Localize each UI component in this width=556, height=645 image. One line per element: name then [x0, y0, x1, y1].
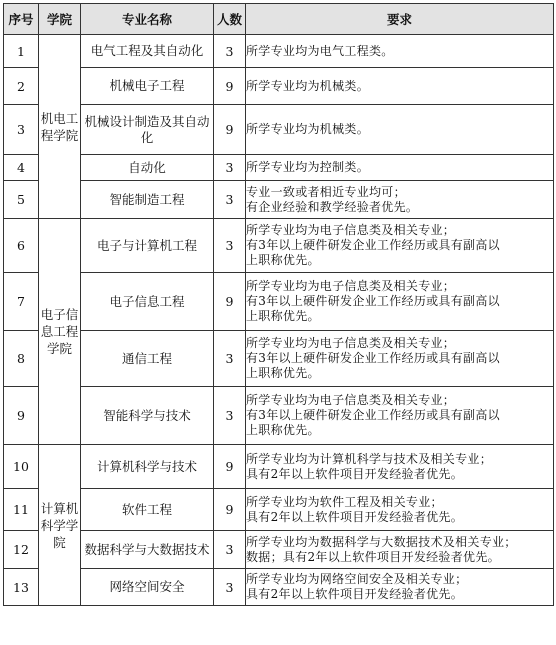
requirement-line: 具有2年以上软件项目开发经验者优先。: [246, 509, 464, 524]
row-number: 1: [4, 35, 39, 68]
headcount: 9: [214, 68, 246, 105]
headcount: 3: [214, 531, 246, 569]
requirements: [246, 569, 554, 606]
requirement-line: 所学专业均为数据科学与大数据技术及相关专业；: [246, 534, 517, 549]
table-row: [4, 68, 554, 105]
header-row: [4, 4, 554, 35]
requirements: [246, 181, 554, 219]
row-number: 10: [4, 445, 39, 489]
table-row: [4, 181, 554, 219]
major-name: 智能制造工程: [81, 181, 214, 219]
requirement-line: 所学专业均为电子信息类及相关专业；: [246, 223, 456, 237]
requirement-line: 所学专业均为机械类。: [246, 78, 370, 93]
major-name: 软件工程: [81, 489, 214, 531]
requirement-line: 所学专业均为计算机科学与技术及相关专业；: [246, 451, 493, 466]
requirements: [246, 273, 554, 331]
requirements: [246, 387, 554, 445]
header-no: 序号: [4, 4, 39, 35]
table-row: [4, 569, 554, 606]
headcount: 3: [214, 387, 246, 445]
requirement-line: 所学专业均为电子信息类及相关专业；: [246, 336, 456, 350]
requirement-line: 有3年以上硬件研发企业工作经历或具有副高以: [246, 238, 500, 252]
header-college: 学院: [39, 4, 81, 35]
row-number: 13: [4, 569, 39, 606]
requirement-line: 所学专业均为电子信息类及相关专业；: [246, 393, 456, 407]
requirements: [246, 445, 554, 489]
headcount: 9: [214, 445, 246, 489]
requirement-line: 有企业经验和教学经验者优先。: [246, 199, 419, 214]
row-number: 8: [4, 331, 39, 387]
requirement-line: 专业一致或者相近专业均可；: [246, 184, 406, 199]
row-number: 2: [4, 68, 39, 105]
row-number: 12: [4, 531, 39, 569]
headcount: 3: [214, 181, 246, 219]
major-name: 机械电子工程: [81, 68, 214, 105]
table-row: [4, 35, 554, 68]
requirement-line: 上职称优先。: [246, 366, 320, 380]
headcount: 3: [214, 219, 246, 273]
table-row: [4, 489, 554, 531]
row-number: 9: [4, 387, 39, 445]
major-name: 自动化: [81, 155, 214, 181]
major-name: 电气工程及其自动化: [81, 35, 214, 68]
requirements: [246, 219, 554, 273]
requirement-line: 所学专业均为网络空间安全及相关专业；: [246, 572, 468, 586]
row-number: 3: [4, 105, 39, 155]
requirement-line: 上职称优先。: [246, 423, 320, 437]
requirement-line: 有3年以上硬件研发企业工作经历或具有副高以: [246, 294, 500, 308]
requirement-line: 所学专业均为电子信息类及相关专业；: [246, 279, 456, 293]
table-row: [4, 273, 554, 331]
headcount: 3: [214, 155, 246, 181]
requirement-line: 上职称优先。: [246, 309, 320, 323]
table-row: [4, 331, 554, 387]
headcount: 3: [214, 331, 246, 387]
requirement-line: 所学专业均为机械类。: [246, 122, 370, 136]
row-number: 6: [4, 219, 39, 273]
major-name: 机械设计制造及其自动化: [81, 105, 214, 155]
requirement-line: 有3年以上硬件研发企业工作经历或具有副高以: [246, 408, 500, 422]
table-row: [4, 445, 554, 489]
major-name: 计算机科学与技术: [81, 445, 214, 489]
requirements: [246, 35, 554, 68]
table-row: [4, 155, 554, 181]
requirement-line: 具有2年以上软件项目开发经验者优先。: [246, 466, 464, 481]
headcount: 9: [214, 273, 246, 331]
college-name: 计算机科学学院: [39, 445, 81, 606]
row-number: 5: [4, 181, 39, 219]
requirements: [246, 531, 554, 569]
requirements: [246, 105, 554, 155]
requirement-line: 所学专业均为电气工程类。: [246, 43, 394, 58]
row-number: 7: [4, 273, 39, 331]
requirement-line: 上职称优先。: [246, 253, 320, 267]
requirements: [246, 68, 554, 105]
major-name: 通信工程: [81, 331, 214, 387]
requirements: [246, 155, 554, 181]
row-number: 4: [4, 155, 39, 181]
table-row: [4, 219, 554, 273]
major-name: 智能科学与技术: [81, 387, 214, 445]
headcount: 9: [214, 105, 246, 155]
requirement-line: 数据；具有2年以上软件项目开发经验者优先。: [246, 549, 500, 564]
requirements: [246, 331, 554, 387]
requirements: [246, 489, 554, 531]
college-name: 机电工程学院: [39, 35, 81, 219]
row-number: 11: [4, 489, 39, 531]
headcount: 9: [214, 489, 246, 531]
requirement-line: 所学专业均为软件工程及相关专业；: [246, 494, 443, 509]
requirement-line: 有3年以上硬件研发企业工作经历或具有副高以: [246, 351, 500, 365]
major-name: 电子与计算机工程: [81, 219, 214, 273]
major-name: 电子信息工程: [81, 273, 214, 331]
requirement-line: 所学专业均为控制类。: [246, 160, 370, 174]
table-row: [4, 387, 554, 445]
table-row: [4, 105, 554, 155]
table-body: [4, 35, 554, 606]
header-requirements: 要求: [246, 4, 554, 35]
table-row: [4, 531, 554, 569]
college-name: 电子信息工程学院: [39, 219, 81, 445]
recruitment-table: [3, 3, 554, 606]
major-name: 网络空间安全: [81, 569, 214, 606]
headcount: 3: [214, 569, 246, 606]
header-count: 人数: [214, 4, 246, 35]
major-name: 数据科学与大数据技术: [81, 531, 214, 569]
requirement-line: 具有2年以上软件项目开发经验者优先。: [246, 587, 464, 601]
headcount: 3: [214, 35, 246, 68]
header-major: 专业名称: [81, 4, 214, 35]
